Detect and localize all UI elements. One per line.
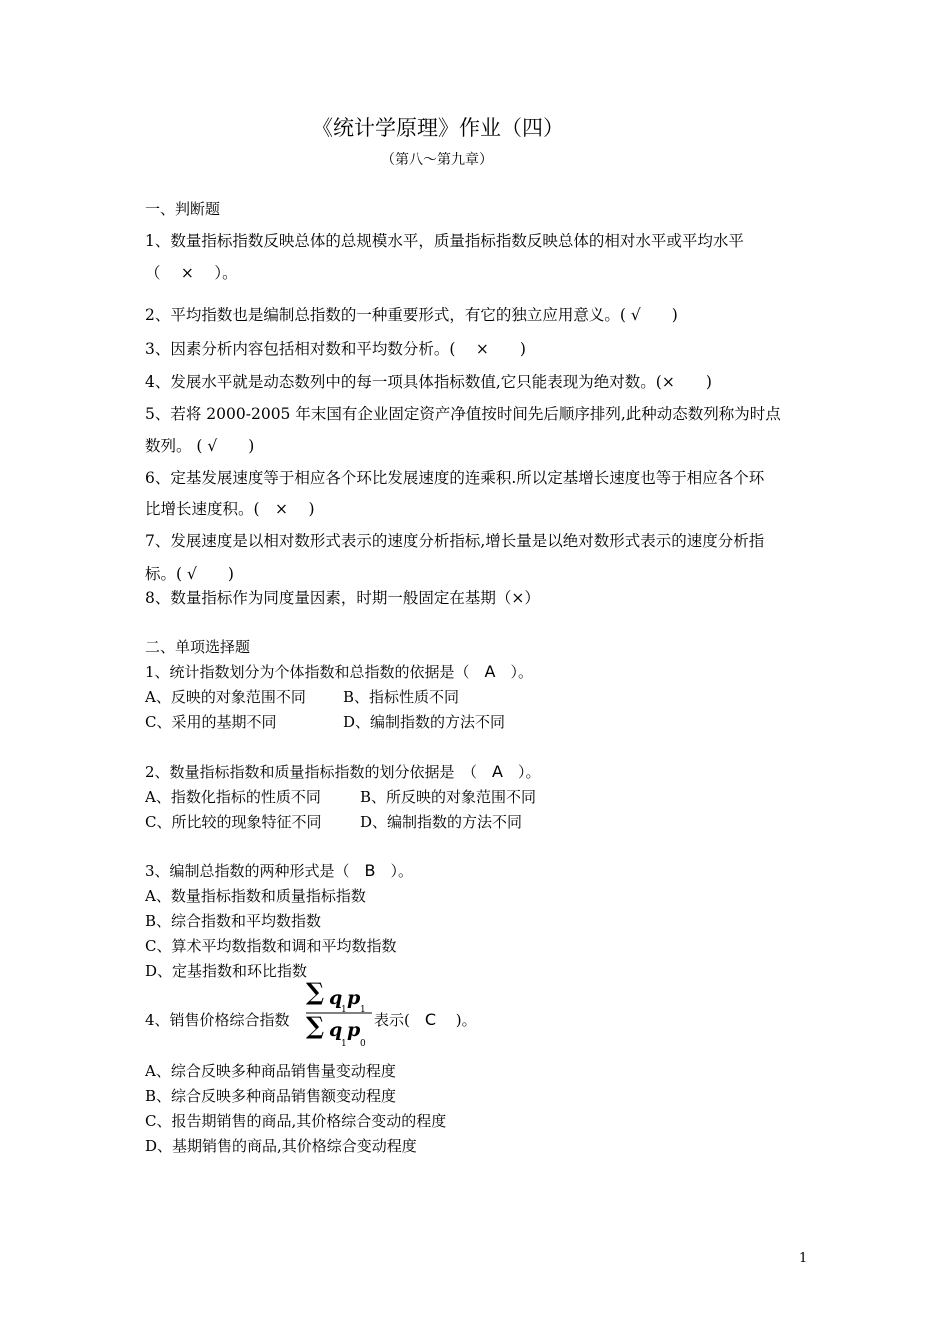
choice-q2-option-c: C、所比较的现象特征不同 [145,813,322,831]
formula-numerator-sub-q: 1 [341,1005,347,1015]
page-number: 1 [799,1251,808,1266]
choice-q2-option-d: D、编制指数的方法不同 [360,813,523,831]
choice-q3-tail: ）。 [375,862,414,880]
choice-q1-stem [145,661,533,682]
formula-numerator-sum: ∑ [306,977,325,1006]
judgment-q6-line2: 比增长速度积。( × ) [145,500,315,518]
choice-q1-tail: ）。 [495,663,534,681]
choice-q3-stem [145,860,413,881]
choice-q4-stem: 4、销售价格综合指数 [145,1011,290,1029]
choice-q4-option-d: D、基期销售的商品,其价格综合变动程度 [145,1137,417,1155]
choice-q4-after-text: 表示( [374,1011,425,1029]
section-heading-single-choice: 二、单项选择题 [145,638,251,656]
formula-denominator-sum: ∑ [306,1011,325,1040]
price-index-formula [304,978,374,1050]
choice-q3-option-b: B、综合指数和平均数指数 [145,912,322,930]
choice-q4-option-b: B、综合反映多种商品销售额变动程度 [145,1087,397,1105]
choice-q2-tail: ）。 [503,763,541,781]
choice-q2-answer: A [492,762,503,781]
choice-q2-text: 2、数量指标指数和质量指标指数的划分依据是 （ [145,763,493,781]
choice-q1-answer: A [484,662,496,681]
judgment-q2: 2、平均指数也是编制总指数的一种重要形式，有它的独立应用意义。( √ ) [145,306,678,324]
choice-q1-text: 1、统计指数划分为个体指数和总指数的依据是（ [145,663,485,681]
page-subtitle: （第八～第九章） [381,152,493,168]
formula-numerator-sub-p: 1 [360,1005,366,1015]
choice-q1-option-d: D、编制指数的方法不同 [343,713,506,731]
judgment-q1-line1: 1、数量指标指数反映总体的总规模水平，质量指标指数反映总体的相对水平或平均水平 [145,232,744,250]
choice-q1-option-a: A、反映的对象范围不同 [145,688,306,706]
choice-q2-stem [145,761,541,782]
choice-q4-option-a: A、综合反映多种商品销售量变动程度 [145,1062,396,1080]
judgment-q1-line2: （ × ）。 [145,264,238,282]
judgment-q3: 3、因素分析内容包括相对数和平均数分析。( × ) [145,340,526,358]
judgment-q8: 8、数量指标作为同度量因素，时期一般固定在基期（×） [145,589,540,607]
page-title: 《统计学原理》作业（四） [312,116,564,140]
choice-q3-option-c: C、算术平均数指数和调和平均数指数 [145,937,397,955]
judgment-q6-line1: 6、定基发展速度等于相应各个环比发展速度的连乘积.所以定基增长速度也等于相应各个环 [145,469,765,487]
formula-denominator-q: q [329,1019,343,1041]
formula-denominator-p: p [347,1019,361,1041]
judgment-q7-line2: 标。( √ ) [145,565,234,583]
judgment-q5-line2: 数列。 ( √ ) [145,437,255,455]
choice-q4-answer: C [424,1010,437,1029]
choice-q3-option-a: A、数量指标指数和质量指标指数 [145,887,366,905]
judgment-q7-line1: 7、发展速度是以相对数形式表示的速度分析指标,增长量是以绝对数形式表示的速度分析指 [145,532,765,550]
section-heading-judgment: 一、判断题 [145,200,221,218]
choice-q3-option-d: D、定基指数和环比指数 [145,962,308,980]
formula-denominator-sub-q: 1 [341,1039,347,1049]
choice-q1-option-c: C、采用的基期不同 [145,713,277,731]
formula-numerator-q: q [329,987,343,1009]
formula-numerator-p: p [347,987,361,1009]
choice-q4-tail: )。 [436,1011,477,1029]
choice-q3-text: 3、编制总指数的两种形式是（ [145,862,365,880]
choice-q4-option-c: C、报告期销售的商品,其价格综合变动的程度 [145,1112,447,1130]
choice-q2-option-b: B、所反映的对象范围不同 [360,788,537,806]
judgment-q5-line1: 5、若将 2000-2005 年末国有企业固定资产净值按时间先后顺序排列,此种动态数列称为时点 [145,405,781,423]
choice-q1-option-b: B、指标性质不同 [343,688,460,706]
formula-denominator-sub-p: 0 [360,1039,366,1049]
choice-q3-answer: B [364,861,376,880]
choice-q4-stem-after [374,1009,477,1030]
judgment-q4: 4、发展水平就是动态数列中的每一项具体指标数值,它只能表现为绝对数。(× ) [145,373,712,391]
choice-q2-option-a: A、指数化指标的性质不同 [145,788,321,806]
